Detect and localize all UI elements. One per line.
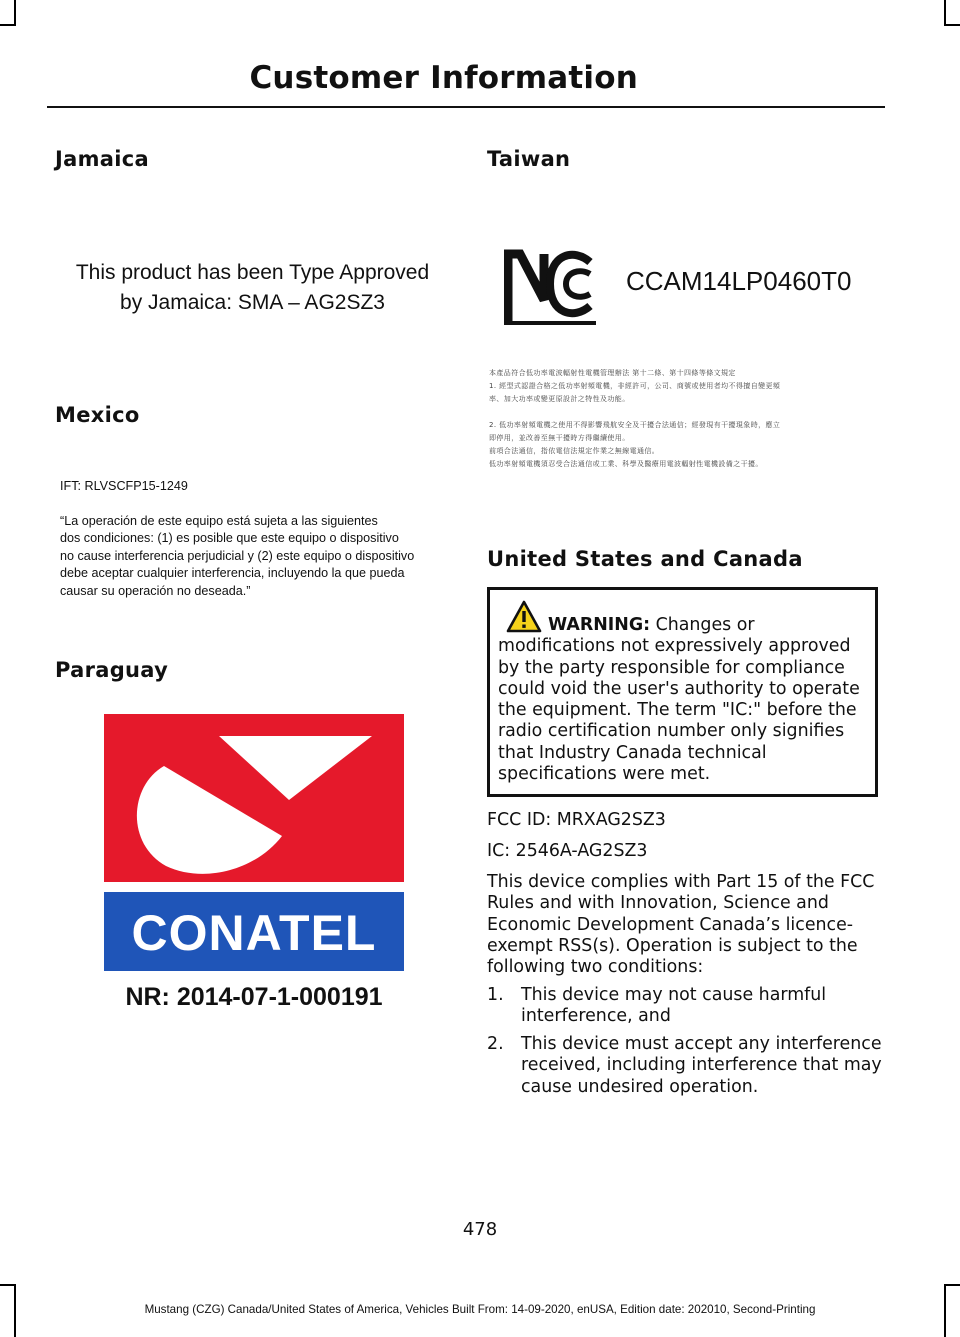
mexico-statement-line-5: causar su operación no deseada.” [60,583,251,598]
mexico-label [60,478,455,600]
mexico-statement-line-1: “La operación de este equipo está sujeta a las siguientes [60,513,378,528]
taiwan-notice-line-4: 2. 低功率射頻電機之使用不得影響飛航安全及干擾合法通信；經發現有干擾現象時，應立 [489,421,781,429]
taiwan-notice-line-1: 本產品符合低功率電波輻射性電機管理辦法 第十二條、第十四條等條文規定 [489,369,736,377]
crop-mark-bottom-right-horizontal [944,1284,960,1286]
warning-label: WARNING: [548,615,651,635]
jamaica-approval-label [55,258,450,318]
jamaica-approval-line-1: This product has been Type Approved [75,261,430,284]
mexico-statement-line-4: debe aceptar cualquier interferencia, incluyendo la que pueda [60,566,405,580]
taiwan-notice-line-6: 前項合法通信，指依電信法規定作業之無線電通信。 [489,447,660,455]
condition-item-1 [487,985,882,1028]
ncc-certification-code: CCAM14LP0460T0 [626,266,852,296]
heading-taiwan: Taiwan [487,147,571,171]
heading-us-canada: United States and Canada [487,547,803,571]
page-title: Customer Information [249,60,638,96]
crop-mark-top-right-horizontal [944,24,960,26]
header-divider [47,106,885,108]
taiwan-notice-spacer [489,406,881,419]
conatel-logo [104,714,404,971]
condition-number-1: 1. [487,985,504,1005]
taiwan-notice-line-2: 1. 經型式認證合格之低功率射頻電機，非經許可，公司、商號或使用者均不得擅自變更頻 [489,382,781,390]
jamaica-approval-line-2: by Jamaica: SMA – AG2SZ3 [120,291,385,314]
page-number: 478 [462,1219,498,1240]
mexico-statement-line-2: dos condiciones: (1) es posible que este equipo o dispositivo [60,531,399,545]
condition-text-1: This device may not cause harmful interference, and [521,985,827,1027]
mexico-statement-line-3: no cause interferencia perjudicial y (2) este equipo o dispositivo [60,548,415,563]
taiwan-ncc-notice [489,367,881,471]
mexico-ift-number: IFT: RLVSCFP15-1249 [60,479,188,493]
compliance-statement: This device complies with Part 15 of the FCC Rules and with Innovation, Science and Economic Development Canada’s licence-exempt RSS(s). Operation is subject to the following two conditions: [487,872,875,978]
footer-edition-info: Mustang (CZG) Canada/United States of America, Vehicles Built From: 14-09-2020, enUSA, Edition date: 202010, Second-Printing [144,1303,816,1316]
conatel-registration-number: NR: 2014-07-1-000191 [125,983,383,1011]
heading-mexico: Mexico [55,403,140,427]
warning-triangle-icon [506,600,542,634]
conatel-logo-text: CONATEL [131,905,377,961]
fcc-id: FCC ID: MRXAG2SZ3 [487,810,666,830]
taiwan-notice-line-3: 率、加大功率或變更原設計之特性及功能。 [489,395,630,403]
crop-mark-bottom-left-horizontal [0,1284,16,1286]
condition-text-2: This device must accept any interference received, including interference that may cause undesired operation. [521,1034,882,1097]
condition-item-2 [487,1034,882,1098]
heading-paraguay: Paraguay [55,658,169,682]
warning-box [487,587,878,797]
ic-number: IC: 2546A-AG2SZ3 [487,841,648,861]
taiwan-notice-line-7: 低功率射頻電機須忍受合法通信或工業、科學及醫療用電波輻射性電機設備之干擾。 [489,460,763,468]
taiwan-notice-line-5: 即停用，並改善至無干擾時方得繼續使用。 [489,434,630,442]
warning-text: Changes or modifications not expressively approved by the party responsible for compliance could void the user's authority to operate the equipment. The term "IC:" before the radio certification number only signifies that Industry Canada technical specifications were met. [498,615,860,785]
heading-jamaica: Jamaica [55,147,149,171]
ncc-logo-icon [504,244,596,326]
condition-number-2: 2. [487,1034,504,1054]
crop-mark-top-left-horizontal [0,24,16,26]
crop-mark-top-right-vertical [944,0,946,26]
crop-mark-top-left-vertical [14,0,16,26]
